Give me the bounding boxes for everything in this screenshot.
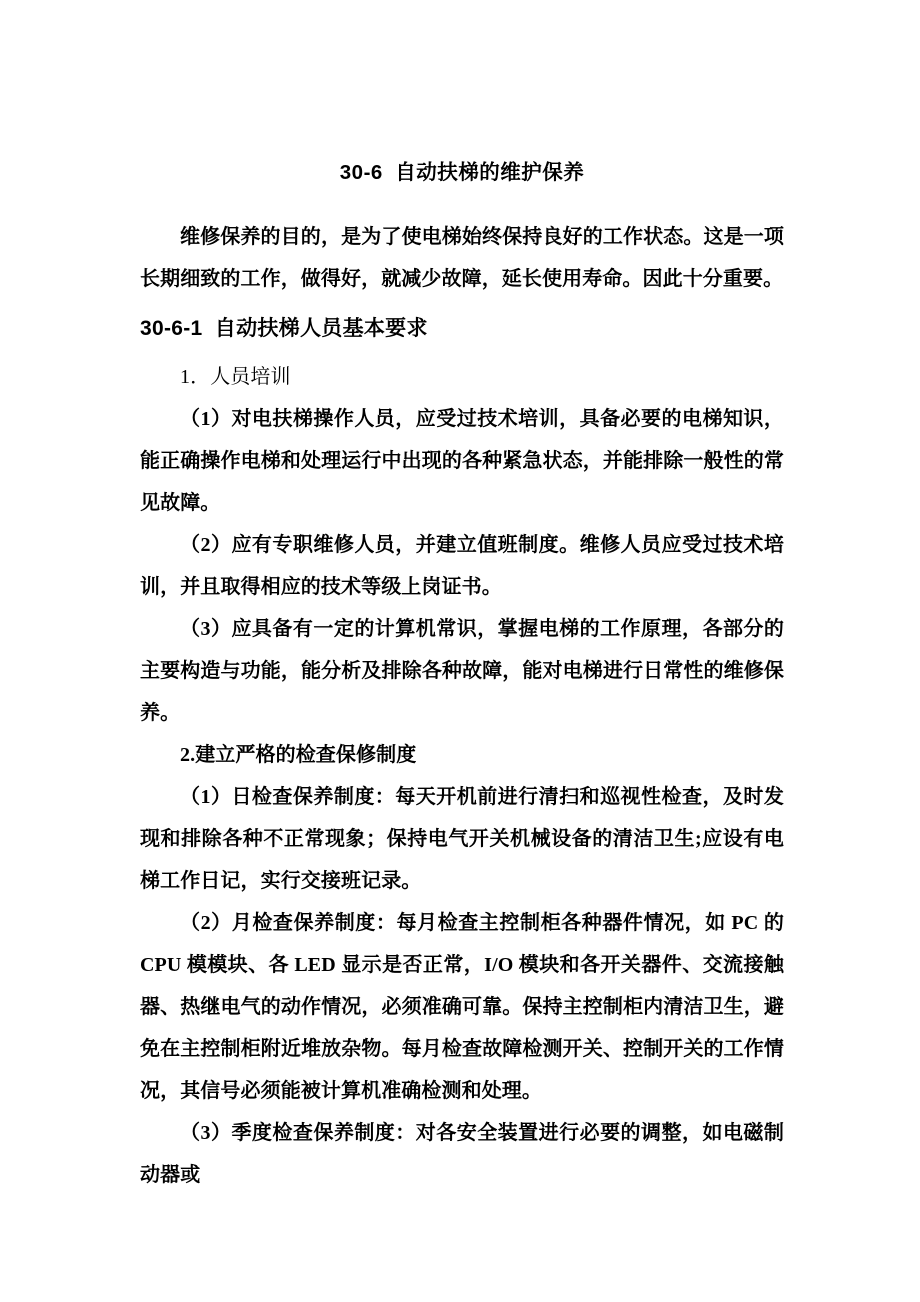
- body-paragraph: （1）对电扶梯操作人员，应受过技术培训，具备必要的电梯知识，能正确操作电梯和处理运行中出现的各种紧急状态，并能排除一般性的常见故障。: [140, 408, 784, 514]
- body-paragraph: （2）月检查保养制度：每月检查主控制柜各种器件情况，如 PC 的 CPU 模模块、各 LED 显示是否正常，I/O 模块和各开关器件、交流接触器、热继电气的动作情况，必须准确可靠。保持主控制柜内清洁卫生，避免在主控制柜附近堆放杂物。每月检查故障检测开关、控制开关的工作情况，其信号必须能被计算机准确检测和处理。: [140, 912, 784, 1102]
- page-title: 30-6 自动扶梯的维护保养: [339, 161, 585, 184]
- text-column: [140, 0, 784, 1196]
- spacer: [140, 300, 784, 308]
- spacer: [140, 188, 784, 216]
- body-paragraph: （3）季度检查保养制度：对各安全装置进行必要的调整，如电磁制动器或: [140, 1122, 784, 1186]
- list-item-label: 1．人员培训: [180, 366, 291, 388]
- body-paragraph: （2）应有专职维修人员，并建立值班制度。维修人员应受过技术培训，并且取得相应的技术等级上岗证书。: [140, 534, 784, 598]
- section-heading: 30-6-1 自动扶梯人员基本要求: [140, 317, 428, 340]
- body-paragraph: （3）应具备有一定的计算机常识，掌握电梯的工作原理，各部分的主要构造与功能，能分析及排除各种故障，能对电梯进行日常性的维修保养。: [140, 618, 784, 724]
- intro-paragraph: 维修保养的目的，是为了使电梯始终保持良好的工作状态。这是一项长期细致的工作，做得好，就减少故障，延长使用寿命。因此十分重要。: [140, 226, 784, 290]
- list-item-label: 2.建立严格的检查保修制度: [180, 744, 417, 766]
- body-paragraph: （1）日检查保养制度：每天开机前进行清扫和巡视性检查，及时发现和排除各种不正常现象；保持电气开关机械设备的清洁卫生;应设有电梯工作日记，实行交接班记录。: [140, 786, 784, 892]
